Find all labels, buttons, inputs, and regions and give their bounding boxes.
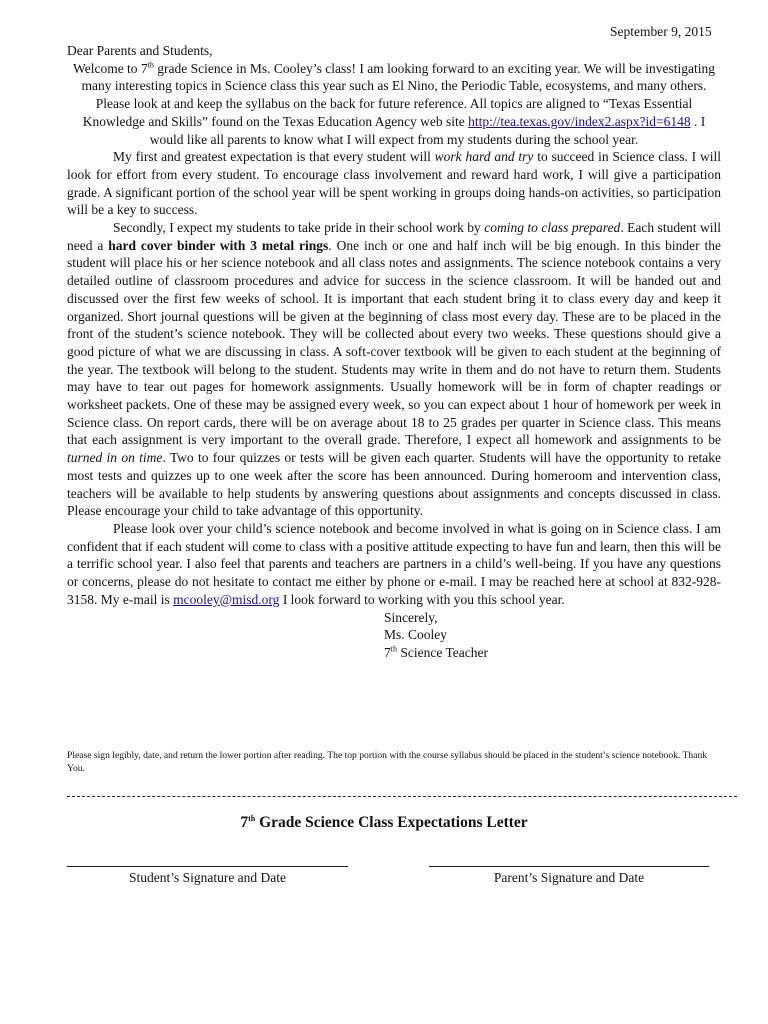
closing-sincerely: Sincerely, <box>384 609 438 625</box>
tea-website-link[interactable]: http://tea.texas.gov/index2.aspx?id=6148 <box>468 113 691 129</box>
p2-text-b: to succeed in Science class. I will look for effort from every student. To encourage class involvement and reward hard work, I will give a participation grade. A significant portion of the school year will be spent working in groups doing hands-on activities, so participation will be a key to success. <box>67 149 721 218</box>
slip-title-number: 7 <box>240 814 249 831</box>
student-signature-line[interactable] <box>67 866 348 867</box>
p3-text-b: . Each student will need a <box>67 220 722 253</box>
p1-text-c: . I would like all parents to know what I will expect from my students during the school year. <box>149 113 706 147</box>
parent-signature-line[interactable] <box>429 866 709 867</box>
p2-text-a: My first and greatest expectation is that every student will <box>113 149 435 165</box>
p1-text-a: Welcome to 7 <box>73 60 148 76</box>
p1-text-b: grade Science in Ms. Cooley’s class! I am looking forward to an exciting year. We will be investigating many interesting topics in Science class this year such as El Nino, the Periodic Table, ecosystems, and many others. Please look at and keep the syllabus on the back for future reference. All topics are aligned to “Texas Essential Knowledge and Skills” found on the Texas Education Agency web site <box>81 60 715 129</box>
p3-text-d: . Two to four quizzes or tests will be given each quarter. Students will have the opportunity to retake most tests and quizzes up to one week after the score has been announced. During homeroom and intervention class, teachers will be available to help students by answering questions about assignments and concepts discussed in class. Please encourage your child to take advantage of this opportunity. <box>67 450 721 519</box>
return-instructions: Please sign legibly, date, and return the lower portion after reading. The top portion with the course syllabus should be placed in the student’s science notebook. Thank You. <box>67 750 708 774</box>
salutation: Dear Parents and Students, <box>67 43 213 58</box>
slip-title-rest: Grade Science Class Expectations Letter <box>255 814 528 831</box>
p3-binder-requirement: hard cover binder with 3 metal rings <box>108 237 329 253</box>
letter-date: September 9, 2015 <box>610 24 712 39</box>
closing-superscript: th <box>390 644 397 654</box>
p3-text-c: . One inch or one and half inch will be big enough. In this binder the student will place his or her science notebook and all class notes and assignments. The science notebook contains a very detailed outline of classroom procedures and advice for success in the science classroom. It will be handed out and discussed over the first few weeks of school. It is important that each student bring it to class every day and keep it organized. Short journal questions will be given at the beginning of class most every day. These are to be placed in the front of the student’s science notebook. They will be collected about every two weeks. These questions should give a good picture of what we are discussing in class. A soft-cover textbook will be given to each student at the beginning of the year. The textbook will belong to the student. Students may write in them and do not have to return them. Students may have to tear out pages for homework assignments. Usually homework will be in form of chapter readings or worksheet packets. One of these may be assigned every week, so you can expect about 1 hour of homework per week in Science class. On report cards, there will be on average about 18 to 25 grades per quarter in Science class. This means that each assignment is very important to the overall grade. Therefore, I expect all homework and assignments to be <box>67 237 721 448</box>
parent-signature-label: Parent’s Signature and Date <box>493 870 645 885</box>
p3-text-a: Secondly, I expect my students to take pride in their school work by <box>113 220 485 236</box>
closing-grade-number: 7 <box>384 644 391 660</box>
student-signature-label: Student’s Signature and Date <box>128 870 287 885</box>
p3-emphasis-prepared: coming to class prepared <box>484 220 621 236</box>
p4-text-b: I look forward to working with you this school year. <box>279 591 565 607</box>
cut-line-divider <box>67 796 737 797</box>
slip-title-superscript: th <box>248 813 256 823</box>
paragraph-expectation-prepared <box>67 219 721 520</box>
closing-title-rest: Science Teacher <box>396 644 488 660</box>
slip-title <box>0 814 768 832</box>
p3-emphasis-on-time: turned in on time <box>67 450 163 466</box>
paragraph-involvement <box>67 520 721 609</box>
paragraph-expectation-effort <box>67 148 721 219</box>
closing-name: Ms. Cooley <box>384 627 448 643</box>
p4-text-a: Please look over your child’s science notebook and become involved in what is going on in Science class. I am confident that if each student will come to class with a positive attitude expecting to have fun and learn, then this will be a terrific school year. I also feel that parents and teachers are partners in a child’s well-being. If you have any questions or concerns, please do not hesitate to contact me either by phone or e-mail. I may be reached here at school at 832-928-3158. My e-mail is <box>67 520 721 607</box>
p1-superscript: th <box>147 60 154 70</box>
closing-title <box>384 644 721 662</box>
letter-body <box>67 42 721 662</box>
email-link[interactable]: mcooley@misd.org <box>173 591 280 607</box>
p2-emphasis: work hard and try <box>434 149 534 165</box>
paragraph-welcome <box>67 60 721 149</box>
